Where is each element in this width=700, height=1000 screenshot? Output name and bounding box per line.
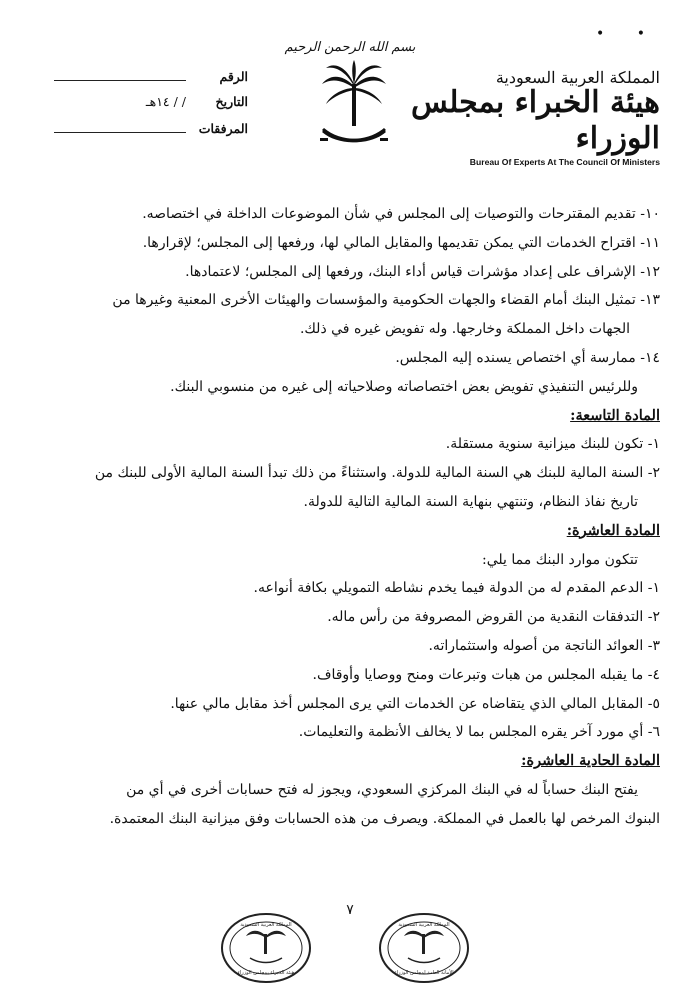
item-14: ١٤- ممارسة أي اختصاص يسنده إليه المجلس. <box>395 349 660 366</box>
executive-note: وللرئيس التنفيذي تفويض بعض اختصاصاته وصلاحياته إلى غيره من منسوبي البنك. <box>170 378 638 395</box>
item-10: ١٠- تقديم المقترحات والتوصيات إلى المجلس في شأن الموضوعات الداخلة في اختصاصه. <box>142 206 660 222</box>
svg-text:هيئة الخبراء بمجلس الوزراء: هيئة الخبراء بمجلس الوزراء <box>237 970 295 976</box>
article-10-item-3: ٣- العوائد الناتجة من أصوله واستثماراته. <box>428 637 660 654</box>
palm-swords-emblem-icon <box>320 58 388 150</box>
article-10-item-4: ٤- ما يقبله المجلس من هبات وتبرعات ومنح ووصايا وأوقاف. <box>312 666 660 683</box>
article-11-line-1: يفتح البنك حساباً له في البنك المركزي السعودي، ويجوز له فتح حسابات أخرى في أي من <box>126 781 638 798</box>
ref-row <box>48 68 248 94</box>
date-value: / / ١٤هـ <box>145 94 186 109</box>
article-10-item-1: ١- الدعم المقدم له من الدولة فيما يخدم نشاطه التمويلي بكافة أنواعه. <box>253 580 660 597</box>
attachments-label: المرفقات <box>198 121 248 136</box>
org-name: المملكة العربية السعودية <box>495 68 660 87</box>
svg-text:المملكة العربية السعودية: المملكة العربية السعودية <box>240 922 292 928</box>
date-row <box>48 94 248 120</box>
article-10-item-6: ٦- أي مورد آخر يقره المجلس بما لا يخالف الأنظمة والتعليمات. <box>298 724 660 741</box>
organization-block <box>400 68 660 167</box>
article-9-item-2: ٢- السنة المالية للبنك هي السنة المالية للدولة. واستثناءً من ذلك تبدأ السنة المالية الأولى للبنك من <box>94 465 660 482</box>
item-11: ١١- اقتراح الخدمات التي يمكن تقديمها والمقابل المالي لها، ورفعها إلى المجلس؛ لإقرارها. <box>142 234 660 251</box>
ref-line <box>54 68 186 81</box>
article-9-item-1: ١- تكون للبنك ميزانية سنوية مستقلة. <box>445 436 660 453</box>
article-11-line-2: البنوك المرخص لها بالعمل في المملكة. ويصرف من هذه الحسابات وفق ميزانية البنك المعتمدة. <box>109 810 660 827</box>
article-9-item-2-continued: تاريخ نفاذ النظام، وتنتهي بنهاية السنة المالية التالية للدولة. <box>303 493 638 510</box>
page-number: ٧ <box>346 902 354 918</box>
article-11-heading: المادة الحادية العاشرة: <box>521 752 660 770</box>
letterhead <box>0 0 700 167</box>
document-body <box>40 200 660 834</box>
date-label: التاريخ <box>215 94 248 109</box>
official-seal-left-icon <box>220 912 312 984</box>
item-12: ١٢- الإشراف على إعداد مؤشرات قياس أداء البنك، ورفعها إلى المجلس؛ لاعتمادها. <box>185 263 660 280</box>
org-subtitle: هيئة الخبراء بمجلس الوزراء <box>410 85 660 156</box>
attachments-line <box>54 120 186 133</box>
attachments-row <box>48 120 248 146</box>
official-seal-right-icon <box>378 912 470 984</box>
svg-text:المملكة العربية السعودية: المملكة العربية السعودية <box>398 922 450 928</box>
article-10-intro: تتكون موارد البنك مما يلي: <box>482 551 638 568</box>
ref-label: الرقم <box>219 69 248 84</box>
reference-block <box>48 68 248 146</box>
org-english-name: Bureau Of Experts At The Council Of Ministers <box>469 157 660 167</box>
article-10-item-5: ٥- المقابل المالي الذي يتقاضاه عن الخدمات التي يرى المجلس أخذ مقابل مالي عنها. <box>170 695 660 712</box>
article-10-heading: المادة العاشرة: <box>566 521 660 539</box>
item-13: ١٣- تمثيل البنك أمام القضاء والجهات الحكومية والمؤسسات والهيئات الأخرى المعنية وغيرها من <box>112 292 660 309</box>
corner-dots: • • <box>596 26 659 42</box>
basmala: بسم الله الرحمن الرحيم <box>284 40 416 55</box>
article-10-item-2: ٢- التدفقات النقدية من القروض المصروفة من رأس ماله. <box>327 609 660 626</box>
item-13-continued: الجهات داخل المملكة وخارجها. وله تفويض غيره في ذلك. <box>299 321 630 338</box>
svg-text:الأمانة العامة لمجلس الوزراء: الأمانة العامة لمجلس الوزراء <box>394 970 454 976</box>
article-9-heading: المادة التاسعة: <box>570 406 660 424</box>
